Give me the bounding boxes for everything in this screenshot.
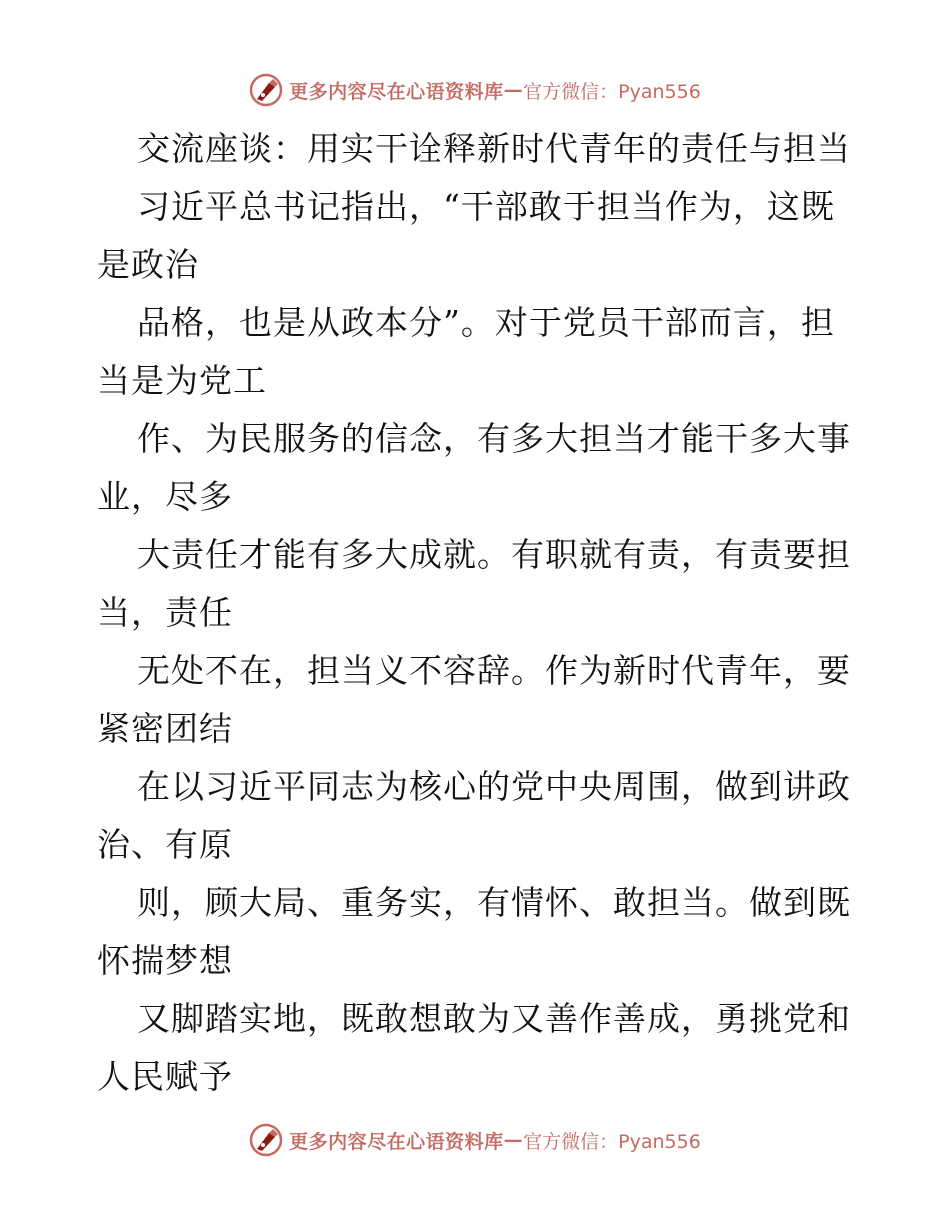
text-line: 大责任才能有多大成就。有职就有责，有责要担 <box>137 535 851 574</box>
banner-dash: — <box>503 1129 524 1151</box>
text-line: 则，顾大局、重务实，有情怀、敢担当。做到既 <box>137 883 851 922</box>
text-line: 紧密团结 <box>97 709 233 748</box>
text-line: 品格，也是从政本分”。对于党员干部而言，担 <box>137 303 835 342</box>
text-line: 是政治 <box>97 245 199 284</box>
pen-nib-logo-icon <box>249 73 283 107</box>
document-body <box>97 120 857 1106</box>
text-line: 交流座谈：用实干诠释新时代青年的责任与担当 <box>137 129 851 168</box>
text-line: 治、有原 <box>97 825 233 864</box>
banner-main-text: 更多内容尽在心语资料库 <box>289 80 504 103</box>
text-line: 无处不在，担当义不容辞。作为新时代青年，要 <box>137 651 851 690</box>
footer-banner <box>0 1120 950 1160</box>
banner-dash: — <box>503 79 524 101</box>
text-line: 人民赋予 <box>97 1057 233 1096</box>
banner-wechat-text: 官方微信：Pyan556 <box>523 1130 701 1153</box>
text-line: 当是为党工 <box>97 361 267 400</box>
text-line: 作、为民服务的信念，有多大担当才能干多大事 <box>137 419 851 458</box>
text-line: 又脚踏实地，既敢想敢为又善作善成，勇挑党和 <box>137 999 851 1038</box>
banner-main-text: 更多内容尽在心语资料库 <box>289 1130 504 1153</box>
text-line: 业，尽多 <box>97 477 233 516</box>
banner-wechat-text: 官方微信：Pyan556 <box>523 80 701 103</box>
text-line: 习近平总书记指出，“干部敢于担当作为，这既 <box>137 187 835 226</box>
pen-nib-logo-icon <box>249 1123 283 1157</box>
text-line: 当，责任 <box>97 593 233 632</box>
text-line: 怀揣梦想 <box>97 941 233 980</box>
text-line: 在以习近平同志为核心的党中央周围，做到讲政 <box>137 767 851 806</box>
header-banner <box>0 70 950 110</box>
